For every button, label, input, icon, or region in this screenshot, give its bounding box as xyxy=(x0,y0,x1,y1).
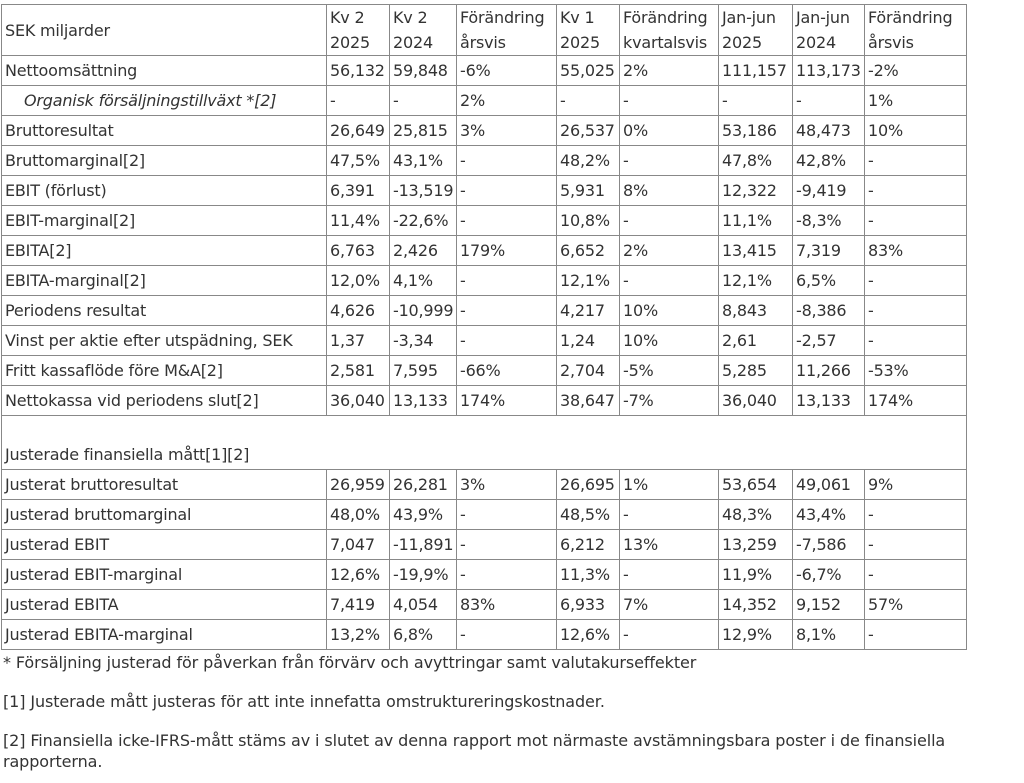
value-cell: 3% xyxy=(457,470,557,500)
row-label: Justerad bruttomarginal xyxy=(2,500,327,530)
value-cell: 7,419 xyxy=(327,590,390,620)
value-cell: - xyxy=(457,500,557,530)
value-cell: 4,1% xyxy=(390,266,457,296)
value-cell: - xyxy=(457,296,557,326)
row-label: Justerad EBITA xyxy=(2,590,327,620)
value-cell: - xyxy=(390,86,457,116)
value-cell: 174% xyxy=(865,386,967,416)
value-cell: 10% xyxy=(620,326,719,356)
spacer-row xyxy=(2,416,967,441)
value-cell: 12,6% xyxy=(557,620,620,650)
value-cell: 12,0% xyxy=(327,266,390,296)
value-cell: - xyxy=(865,266,967,296)
row-label: Vinst per aktie efter utspädning, SEK xyxy=(2,326,327,356)
value-cell: 5,931 xyxy=(557,176,620,206)
value-cell: 113,173 xyxy=(793,56,865,86)
value-cell: - xyxy=(457,206,557,236)
table-row xyxy=(2,206,967,236)
table-row xyxy=(2,470,967,500)
row-label: Bruttomarginal[2] xyxy=(2,146,327,176)
table-row xyxy=(2,176,967,206)
value-cell: 13,133 xyxy=(793,386,865,416)
value-cell: - xyxy=(865,560,967,590)
value-cell: 47,8% xyxy=(719,146,793,176)
header-cell: Kv 2 2025 xyxy=(327,5,390,56)
header-cell: Kv 1 2025 xyxy=(557,5,620,56)
table-row xyxy=(2,560,967,590)
value-cell: - xyxy=(457,326,557,356)
value-cell: 11,9% xyxy=(719,560,793,590)
value-cell: 14,352 xyxy=(719,590,793,620)
value-cell: 1% xyxy=(620,470,719,500)
value-cell: 12,9% xyxy=(719,620,793,650)
value-cell: 7,319 xyxy=(793,236,865,266)
row-label: EBITA-marginal[2] xyxy=(2,266,327,296)
value-cell: 10% xyxy=(620,296,719,326)
value-cell: -2% xyxy=(865,56,967,86)
spacer-cell xyxy=(2,416,967,441)
financial-table xyxy=(1,4,967,650)
value-cell: - xyxy=(865,500,967,530)
value-cell: 12,1% xyxy=(719,266,793,296)
row-label: Justerad EBITA-marginal xyxy=(2,620,327,650)
header-cell: Jan-jun 2025 xyxy=(719,5,793,56)
value-cell: - xyxy=(620,146,719,176)
value-cell: 36,040 xyxy=(327,386,390,416)
value-cell: 13,2% xyxy=(327,620,390,650)
value-cell: 1,37 xyxy=(327,326,390,356)
value-cell: 6,8% xyxy=(390,620,457,650)
value-cell: 179% xyxy=(457,236,557,266)
value-cell: 5,285 xyxy=(719,356,793,386)
value-cell: 10,8% xyxy=(557,206,620,236)
row-label: Fritt kassaflöde före M&A[2] xyxy=(2,356,327,386)
table-row xyxy=(2,356,967,386)
row-label: Organisk försäljningstillväxt *[2] xyxy=(2,86,327,116)
value-cell: 83% xyxy=(865,236,967,266)
table-row xyxy=(2,146,967,176)
value-cell: - xyxy=(620,86,719,116)
value-cell: -5% xyxy=(620,356,719,386)
table-header-row xyxy=(2,5,967,56)
value-cell: - xyxy=(865,206,967,236)
value-cell: -11,891 xyxy=(390,530,457,560)
value-cell: 6,5% xyxy=(793,266,865,296)
value-cell: 48,0% xyxy=(327,500,390,530)
value-cell: 38,647 xyxy=(557,386,620,416)
table-row xyxy=(2,116,967,146)
value-cell: 11,3% xyxy=(557,560,620,590)
value-cell: - xyxy=(457,560,557,590)
value-cell: -10,999 xyxy=(390,296,457,326)
header-cell: SEK miljarder xyxy=(2,5,327,56)
value-cell: - xyxy=(620,266,719,296)
value-cell: 12,6% xyxy=(327,560,390,590)
row-label: EBIT (förlust) xyxy=(2,176,327,206)
value-cell: 8% xyxy=(620,176,719,206)
value-cell: 2,581 xyxy=(327,356,390,386)
value-cell: 11,1% xyxy=(719,206,793,236)
value-cell: - xyxy=(865,620,967,650)
value-cell: 4,054 xyxy=(390,590,457,620)
value-cell: 57% xyxy=(865,590,967,620)
value-cell: - xyxy=(557,86,620,116)
header-cell: Förändring årsvis xyxy=(865,5,967,56)
row-label: Nettoomsättning xyxy=(2,56,327,86)
value-cell: 2% xyxy=(620,236,719,266)
value-cell: 9,152 xyxy=(793,590,865,620)
footnotes xyxy=(3,652,1023,772)
table-row xyxy=(2,326,967,356)
row-label: Bruttoresultat xyxy=(2,116,327,146)
value-cell: 48,5% xyxy=(557,500,620,530)
value-cell: 9% xyxy=(865,470,967,500)
value-cell: 49,061 xyxy=(793,470,865,500)
value-cell: 83% xyxy=(457,590,557,620)
value-cell: - xyxy=(865,296,967,326)
value-cell: -9,419 xyxy=(793,176,865,206)
value-cell: -8,386 xyxy=(793,296,865,326)
value-cell: 1,24 xyxy=(557,326,620,356)
value-cell: -66% xyxy=(457,356,557,386)
value-cell: 7,047 xyxy=(327,530,390,560)
table-row xyxy=(2,296,967,326)
value-cell: - xyxy=(865,326,967,356)
value-cell: - xyxy=(620,620,719,650)
value-cell: -22,6% xyxy=(390,206,457,236)
value-cell: - xyxy=(620,560,719,590)
value-cell: 13,415 xyxy=(719,236,793,266)
value-cell: 12,322 xyxy=(719,176,793,206)
value-cell: - xyxy=(457,176,557,206)
value-cell: 13,133 xyxy=(390,386,457,416)
value-cell: -53% xyxy=(865,356,967,386)
value-cell: 2,426 xyxy=(390,236,457,266)
value-cell: 56,132 xyxy=(327,56,390,86)
value-cell: -19,9% xyxy=(390,560,457,590)
table-row xyxy=(2,530,967,560)
value-cell: 11,4% xyxy=(327,206,390,236)
value-cell: -8,3% xyxy=(793,206,865,236)
value-cell: - xyxy=(457,266,557,296)
table-row xyxy=(2,620,967,650)
value-cell: - xyxy=(865,146,967,176)
footnote-adjusted: [1] Justerade mått justeras för att inte innefatta omstruktureringskostnader. xyxy=(3,692,605,711)
value-cell: 1% xyxy=(865,86,967,116)
header-cell: Förändring årsvis xyxy=(457,5,557,56)
value-cell: 53,186 xyxy=(719,116,793,146)
value-cell: - xyxy=(620,500,719,530)
value-cell: 48,2% xyxy=(557,146,620,176)
row-label: Justerat bruttoresultat xyxy=(2,470,327,500)
value-cell: 6,652 xyxy=(557,236,620,266)
value-cell: 43,1% xyxy=(390,146,457,176)
header-cell: Jan-jun 2024 xyxy=(793,5,865,56)
value-cell: - xyxy=(457,620,557,650)
table-row xyxy=(2,236,967,266)
value-cell: 43,4% xyxy=(793,500,865,530)
section-row xyxy=(2,440,967,470)
value-cell: 55,025 xyxy=(557,56,620,86)
value-cell: 10% xyxy=(865,116,967,146)
value-cell: 13% xyxy=(620,530,719,560)
header-cell: Förändring kvartalsvis xyxy=(620,5,719,56)
value-cell: 13,259 xyxy=(719,530,793,560)
value-cell: 2% xyxy=(620,56,719,86)
value-cell: 7,595 xyxy=(390,356,457,386)
value-cell: 42,8% xyxy=(793,146,865,176)
footnote-non-ifrs: [2] Finansiella icke-IFRS-mått stäms av i slutet av denna rapport mot närmaste avstämningsbara poster i de finansiella rapporterna. xyxy=(3,731,946,771)
value-cell: 59,848 xyxy=(390,56,457,86)
value-cell: 2% xyxy=(457,86,557,116)
table-row xyxy=(2,266,967,296)
value-cell: -2,57 xyxy=(793,326,865,356)
section-title: Justerade finansiella mått[1][2] xyxy=(2,440,967,470)
value-cell: 7% xyxy=(620,590,719,620)
footnote-organic: * Försäljning justerad för påverkan från förvärv och avyttringar samt valutakurseffekter xyxy=(3,653,697,672)
value-cell: 11,266 xyxy=(793,356,865,386)
value-cell: 48,473 xyxy=(793,116,865,146)
value-cell: 12,1% xyxy=(557,266,620,296)
value-cell: 53,654 xyxy=(719,470,793,500)
value-cell: - xyxy=(719,86,793,116)
value-cell: 4,217 xyxy=(557,296,620,326)
value-cell: 26,959 xyxy=(327,470,390,500)
value-cell: - xyxy=(793,86,865,116)
value-cell: -7,586 xyxy=(793,530,865,560)
value-cell: 6,212 xyxy=(557,530,620,560)
row-label: Nettokassa vid periodens slut[2] xyxy=(2,386,327,416)
value-cell: 3% xyxy=(457,116,557,146)
row-label: Justerad EBIT-marginal xyxy=(2,560,327,590)
value-cell: 111,157 xyxy=(719,56,793,86)
value-cell: 2,61 xyxy=(719,326,793,356)
value-cell: - xyxy=(457,146,557,176)
value-cell: -6% xyxy=(457,56,557,86)
value-cell: 2,704 xyxy=(557,356,620,386)
table-row xyxy=(2,56,967,86)
value-cell: 26,281 xyxy=(390,470,457,500)
value-cell: - xyxy=(327,86,390,116)
value-cell: 36,040 xyxy=(719,386,793,416)
table-row xyxy=(2,590,967,620)
value-cell: 8,843 xyxy=(719,296,793,326)
value-cell: -13,519 xyxy=(390,176,457,206)
value-cell: -7% xyxy=(620,386,719,416)
value-cell: 26,649 xyxy=(327,116,390,146)
value-cell: 48,3% xyxy=(719,500,793,530)
value-cell: 26,537 xyxy=(557,116,620,146)
table-row xyxy=(2,386,967,416)
value-cell: 47,5% xyxy=(327,146,390,176)
value-cell: 174% xyxy=(457,386,557,416)
row-label: Periodens resultat xyxy=(2,296,327,326)
value-cell: 6,391 xyxy=(327,176,390,206)
row-label: EBIT-marginal[2] xyxy=(2,206,327,236)
value-cell: 26,695 xyxy=(557,470,620,500)
value-cell: 6,933 xyxy=(557,590,620,620)
table-row xyxy=(2,86,967,116)
value-cell: -6,7% xyxy=(793,560,865,590)
header-cell: Kv 2 2024 xyxy=(390,5,457,56)
value-cell: - xyxy=(865,176,967,206)
value-cell: 8,1% xyxy=(793,620,865,650)
value-cell: - xyxy=(865,530,967,560)
table-row xyxy=(2,500,967,530)
value-cell: 43,9% xyxy=(390,500,457,530)
row-label: EBITA[2] xyxy=(2,236,327,266)
value-cell: -3,34 xyxy=(390,326,457,356)
value-cell: 25,815 xyxy=(390,116,457,146)
value-cell: - xyxy=(457,530,557,560)
value-cell: 0% xyxy=(620,116,719,146)
value-cell: 6,763 xyxy=(327,236,390,266)
row-label: Justerad EBIT xyxy=(2,530,327,560)
value-cell: 4,626 xyxy=(327,296,390,326)
value-cell: - xyxy=(620,206,719,236)
